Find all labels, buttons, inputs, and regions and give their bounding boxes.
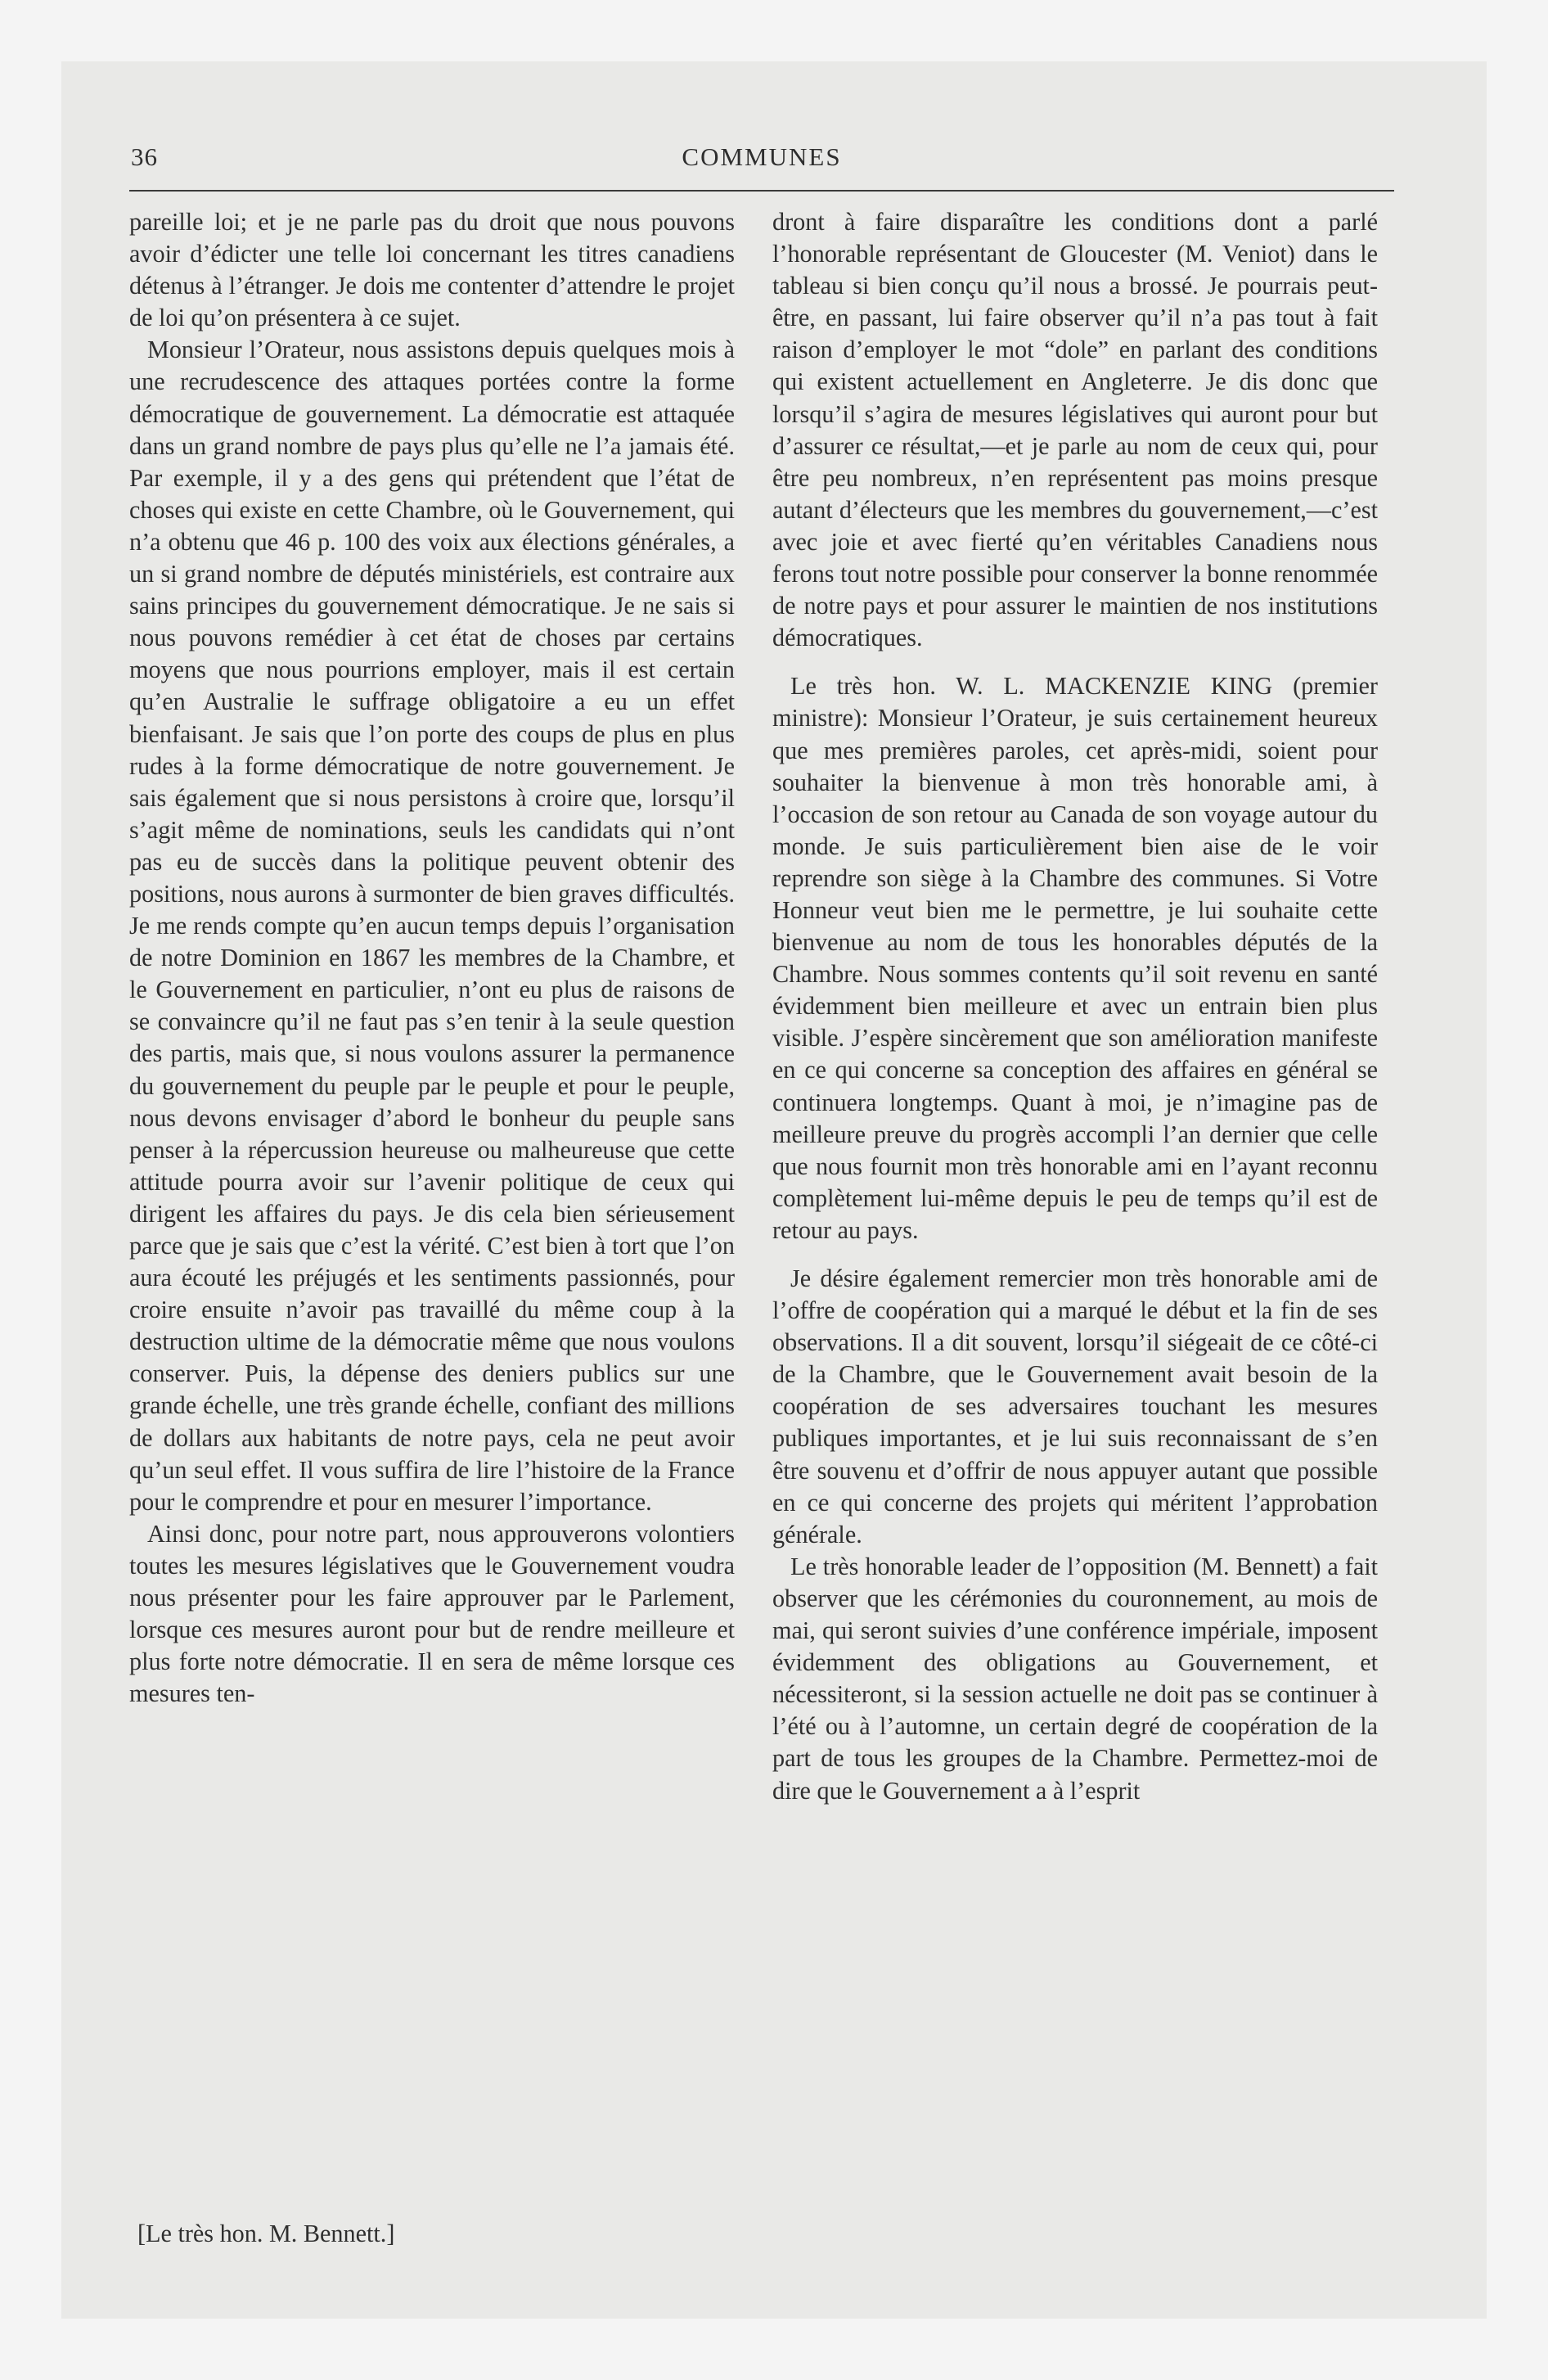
paragraph: Le très hon. W. L. MACKENZIE KING (premier ministre): Monsieur l’Orateur, je suis certainement heureux que mes premières paroles, cet après-midi, soient pour souhaiter la bienvenue à mon très honorable ami, à l’occasion de son retour au Canada de son voyage autour du monde. Je suis particulièrement bien aise de le voir reprendre son siège à la Chambre des communes. Si Votre Honneur veut bien me le permettre, je lui souhaite cette bienvenue au nom de tous les honorables députés de la Chambre. Nous sommes contents qu’il soit revenu en santé évidemment bien meilleure et avec un entrain bien plus visible. J’espère sincèrement que son amélioration manifeste en ce qui concerne sa conception des affaires en général se continuera longtemps. Quant à moi, je n’imagine pas de meilleure preuve du progrès accompli l’an dernier que celle que nous fournit mon très honorable ami en l’ayant reconnu complètement lui-même depuis le peu de temps qu’il est de retour au pays. (772, 672, 1378, 1244)
left-column (129, 206, 735, 1710)
paragraph: Je désire également remercier mon très honorable ami de l’offre de coopération qui a marqué le début et la fin de ses observations. Il a dit souvent, lorsqu’il siégeait de ce côté-ci de la Chambre, que le Gouvernement avait besoin de la coopération de ses adversaires touchant les mesures publiques importantes, et je lui suis reconnaissant de s’en être souvenu et d’offrir de nous appuyer autant que possible en ce qui concerne des projets qui méritent l’approbation générale. (772, 1264, 1378, 1548)
paragraph: dront à faire disparaître les conditions dont a parlé l’honorable représentant de Gloucester (M. Veniot) dans le tableau si bien conçu qu’il nous a brossé. Je pourrais peut-être, en passant, lui faire observer qu’il n’a pas tout à fait raison d’employer le mot “dole” en parlant des conditions qui existent actuellement en Angleterre. Je dis donc que lorsqu’il s’agira de mesures législatives qui auront pour but d’assurer ce résultat,—et je parle au nom de ceux qui, pour être peu nombreux, n’en représentent pas moins presque autant d’électeurs que les membres du gouvernement,—c’est avec joie et avec fierté qu’en véritables Canadiens nous ferons tout notre possible pour conserver la bonne renommée de notre pays et pour assurer le maintien de nos institutions démocratiques. (772, 208, 1378, 652)
paragraph: Ainsi donc, pour notre part, nous approuverons volontiers toutes les mesures législatives que le Gouvernement voudra nous présenter pour les faire approuver par le Parlement, lorsque ces mesures auront pour but de rendre meilleure et plus forte notre démocratie. Il en sera de même lorsque ces mesures ten- (129, 1519, 735, 1708)
paragraph: Le très honorable leader de l’opposition (M. Bennett) a fait observer que les cérémonies du couronnement, au mois de mai, qui seront suivies d’une conférence impériale, imposent évidemment des obligations au Gouvernement, et nécessiteront, si la session actuelle ne doit pas se continuer à l’été ou à l’automne, un certain degré de coopération de la part de tous les groupes de la Chambre. Permettez-moi de dire que le Gouvernement a à l’esprit (772, 1552, 1378, 1805)
page-number: 36 (131, 142, 158, 171)
header-rule (129, 190, 1394, 192)
page-header (129, 139, 1394, 188)
right-column (772, 206, 1378, 1807)
document-page (129, 139, 1394, 2300)
paragraph: Monsieur l’Orateur, nous assistons depuis quelques mois à une recrudescence des attaques portées contre la forme démocratique de gouvernement. La démocratie est attaquée dans un grand nombre de pays plus qu’elle ne l’a jamais été. Par exemple, il y a des gens qui prétendent que l’état de choses qui existe en cette Chambre, où le Gouvernement, qui n’a obtenu que 46 p. 100 des voix aux élections générales, a un si grand nombre de députés ministériels, est contraire aux sains principes du gouvernement démocratique. Je ne sais si nous pouvons remédier à cet état de choses par certains moyens que nous pourrions employer, mais il est certain qu’en Australie le suffrage obligatoire a eu un effet bienfaisant. Je sais que l’on porte des coups de plus en plus rudes à la forme démocratique de notre gouvernement. Je sais également que si nous persistons à croire que, lorsqu’il s’agit même de nominations, seuls les candidats qui n’ont pas eu de succès dans la politique peuvent obtenir des positions, nous aurons à surmonter de bien graves difficultés. Je me rends compte qu’en aucun temps depuis l’organisation de notre Dominion en 1867 les membres de la Chambre, et le Gouvernement en particulier, n’ont eu plus de raisons de se convaincre qu’il ne faut pas s’en tenir à la seule question des partis, mais que, si nous voulons assurer la permanence du gouvernement du peuple par le peuple et pour le peuple, nous devons envisager d’abord le bonheur du peuple sans penser à la répercussion heureuse ou malheureuse que cette attitude pourra avoir sur l’avenir politique de ceux qui dirigent les affaires du pays. Je dis cela bien sérieusement parce que je sais que c’est la vérité. C’est bien à tort que l’on aura écouté les préjugés et les sentiments passionnés, pour croire ensuite n’avoir pas travaillé du même coup à la destruction ultime de la démocratie même que nous voulons conserver. Puis, la dépense des deniers publics sur une grande échelle, une très grande échelle, confiant des millions de dollars aux habitants de notre pays, cela ne peut avoir qu’un seul effet. Il vous suffira de lire l’histoire de la France pour le comprendre et pour en mesurer l’importance. (129, 336, 735, 1516)
paragraph: pareille loi; et je ne parle pas du droit que nous pouvons avoir d’édicter une telle loi concernant les titres canadiens détenus à l’étranger. Je dois me contenter d’attendre le projet de loi qu’on présentera à ce sujet. (129, 208, 735, 332)
footer-speaker-note: [Le très hon. M. Bennett.] (137, 2220, 395, 2247)
running-title: COMMUNES (682, 142, 842, 171)
